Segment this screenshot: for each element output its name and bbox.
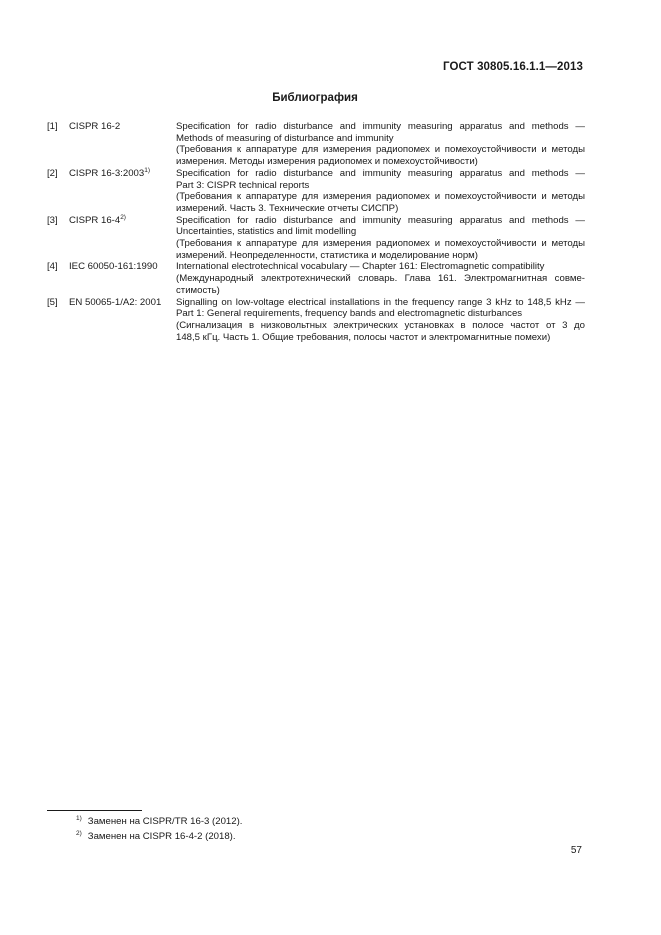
footnote-mark: 1) (76, 815, 82, 822)
entry-number: [5] (47, 296, 58, 308)
bibliography-list (47, 121, 585, 343)
bibliography-entry (47, 168, 585, 215)
entry-description (176, 297, 585, 344)
entry-line: (Сигнализация в низковольтных электрических установках в полосе частот от 3 до (176, 319, 585, 331)
entry-line: 148,5 кГц. Часть 1. Общие требования, полосы частот и электромагнитные помехи) (176, 331, 551, 343)
entry-line: измерения. Методы измерения радиопомех и помехоустойчивости) (176, 156, 478, 168)
entry-line: измерений. Часть 3. Технические отчеты СИСПР) (176, 202, 399, 214)
entry-reference-text: CISPR 16-4 (69, 214, 121, 226)
entry-line: Uncertainties, statistics and limit modelling (176, 226, 357, 238)
page-number: 57 (570, 845, 582, 856)
entry-reference-text: CISPR 16-2 (69, 121, 121, 132)
footnote-marker: 1) (144, 166, 150, 174)
entry-reference-text: CISPR 16-3:2003 (69, 167, 145, 179)
footnote-mark: 2) (76, 830, 82, 837)
entry-reference (69, 261, 176, 296)
entry-reference (69, 215, 176, 262)
bibliography-entry (47, 215, 585, 262)
entry-line: (Требования к аппаратуре для измерения радиопомех и помехоустойчивости и методы (176, 191, 585, 203)
entry-number: [3] (47, 214, 58, 226)
bibliography-entry (47, 121, 585, 168)
footnote-marker: 2) (120, 213, 126, 221)
footnote-divider (47, 810, 142, 811)
bibliography-title: Библиография (272, 92, 358, 104)
footnote-text: Заменен на CISPR 16-4-2 (2018). (87, 831, 236, 842)
entry-number: [4] (47, 261, 58, 273)
entry-line: Part 3: CISPR technical reports (176, 179, 310, 191)
entry-line: (Требования к аппаратуре для измерения радиопомех и помехоустойчивости и методы (176, 238, 585, 250)
bibliography-entry (47, 261, 585, 296)
entry-description (176, 121, 585, 168)
entry-reference (69, 168, 176, 215)
entry-line: Specification for radio disturbance and immunity measuring apparatus and methods — (176, 121, 585, 132)
entry-line: Methods of measuring of disturbance and immunity (176, 132, 394, 144)
entry-line: International electrotechnical vocabulary — Chapter 161: Electromagnetic compatibility (176, 261, 545, 273)
entry-line: (Требования к аппаратуре для измерения радиопомех и помехоустойчивости и методы (176, 144, 585, 156)
entry-line: Specification for radio disturbance and immunity measuring apparatus and methods — (176, 167, 585, 179)
entry-line: Specification for radio disturbance and immunity measuring apparatus and methods — (176, 214, 585, 226)
bibliography-entry (47, 297, 585, 344)
entry-number: [1] (47, 121, 58, 132)
footnotes (76, 814, 242, 844)
document-code-header: ГОСТ 30805.16.1.1—2013 (443, 61, 583, 73)
entry-reference-text: EN 50065-1/A2: 2001 (69, 296, 162, 308)
entry-number: [2] (47, 167, 58, 179)
entry-line: измерений. Неопределенности, статистика и моделирование норм) (176, 249, 478, 261)
footnote-text: Заменен на CISPR/TR 16-3 (2012). (87, 816, 243, 827)
entry-description (176, 168, 585, 215)
entry-line: стимость) (176, 284, 220, 296)
entry-line: (Международный электротехнический словарь. Глава 161. Электромагнитная совме- (176, 273, 585, 285)
entry-line: Signalling on low-voltage electrical installations in the frequency range 3 kHz to 148,5 kHz — (176, 296, 585, 308)
entry-reference (69, 297, 176, 344)
entry-description (176, 215, 585, 262)
footnote-item (76, 829, 242, 844)
entry-reference-text: IEC 60050-161:1990 (69, 261, 158, 273)
entry-line: Part 1: General requirements, frequency bands and electromagnetic disturbances (176, 308, 523, 320)
entry-reference (69, 121, 176, 168)
footnote-item (76, 814, 242, 829)
entry-description (176, 261, 585, 296)
